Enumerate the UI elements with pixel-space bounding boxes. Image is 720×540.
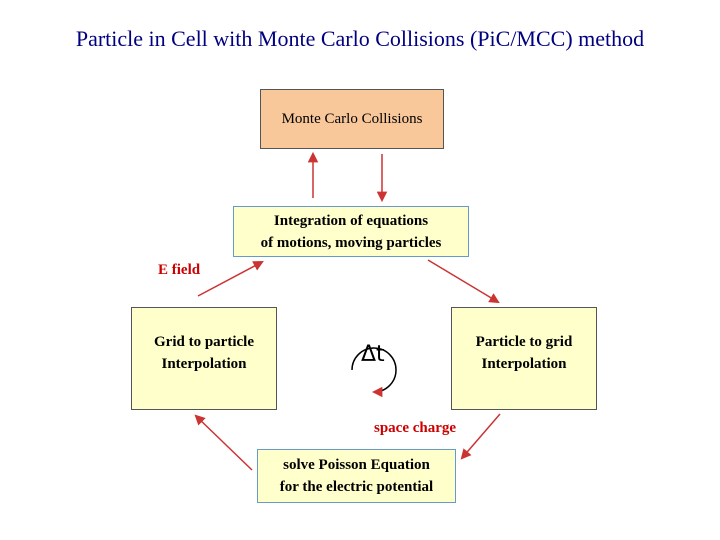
particle-to-grid-box bbox=[451, 307, 597, 410]
poisson-line-1: solve Poisson Equation bbox=[283, 457, 430, 473]
particle-to-grid-line-1: Particle to grid bbox=[475, 333, 573, 350]
page-title: Particle in Cell with Monte Carlo Collisions (PiC/MCC) method bbox=[75, 26, 645, 51]
poisson-box bbox=[257, 449, 456, 503]
monte-carlo-collisions-label: Monte Carlo Collisions bbox=[281, 111, 423, 127]
arrow-grid-particle-to-integration bbox=[198, 262, 262, 296]
poisson-line-2: for the electric potential bbox=[279, 479, 434, 495]
grid-to-particle-line-1: Grid to particle bbox=[154, 333, 254, 350]
timestep-label: Δt bbox=[361, 342, 385, 367]
grid-to-particle-line-2: Interpolation bbox=[161, 355, 247, 372]
integration-line-2: of motions, moving particles bbox=[260, 234, 442, 251]
grid-to-particle-box bbox=[131, 307, 277, 410]
monte-carlo-collisions-box bbox=[260, 89, 444, 149]
space-charge-label: space charge bbox=[374, 420, 457, 436]
particle-to-grid-line-2: Interpolation bbox=[481, 355, 567, 372]
e-field-label: E field bbox=[158, 262, 201, 278]
integration-line-1: Integration of equations bbox=[273, 212, 429, 229]
arrow-poisson-to-grid-particle bbox=[196, 416, 252, 470]
arrow-integration-to-particle-grid bbox=[428, 260, 498, 302]
arrow-particle-grid-to-poisson bbox=[462, 414, 500, 458]
integration-box bbox=[233, 206, 469, 257]
